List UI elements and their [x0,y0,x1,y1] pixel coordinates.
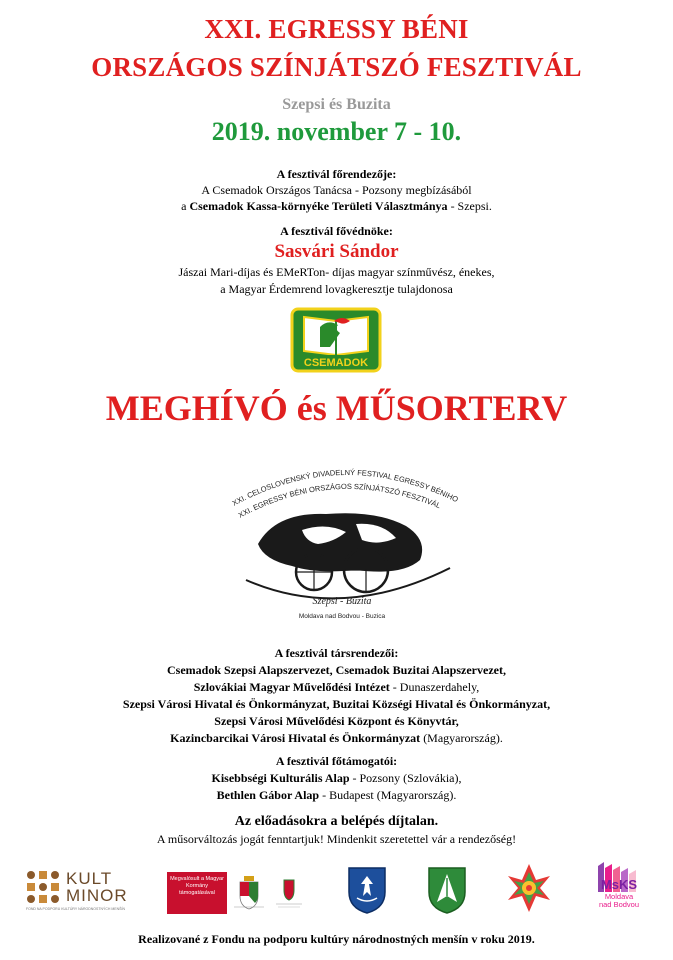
co-organizers-line4: Szepsi Városi Művelődési Központ és Könyvtár, [214,714,459,728]
organizer-line2-post: - Szepsi. [447,199,492,213]
patron-heading: A fesztivál fővédnöke: [280,224,393,238]
patron-desc2: a Magyar Érdemrend lovagkeresztje tulajdonosa [220,282,453,296]
co-organizers-heading: A fesztivál társrendezői: [274,646,399,660]
sponsors-line2-rest: - Budapest (Magyarország). [319,788,457,802]
blue-shield-icon [347,866,387,914]
co-organizers-line2-bold: Szlovákiai Magyar Művelődési Intézet [193,680,390,694]
emblem-arc-text-hu: XXI. EGRESSY BÉNI ORSZÁGOS SZÍNJÁTSZÓ FESZTIVÁL [236,481,442,520]
sponsor-logo-row [0,858,673,918]
footer-funding-note: Realizované z Fondu na podporu kultúry národnostných menšín v roku 2019. [138,932,535,946]
kult-minor-word1: KULT [66,869,113,888]
folk-flower-logo [506,862,552,914]
emblem-arc-text-sk: XXI. CELOSLOVENSKÝ DIVADELNÝ FESTIVAL EGRESSY BÉNIHO [230,467,460,508]
festival-locations: Szepsi és Buzita [282,96,391,113]
msks-title: MsKS [600,877,638,892]
organizer-heading: A fesztivál főrendezője: [276,167,397,181]
co-organizers-line5 [0,731,673,746]
co-organizers-line2-rest: - Dunaszerdahely, [389,680,480,694]
msks-town: Moldava [604,892,634,901]
kult-minor-subtitle: FOND NA PODPORU KULTÚRY NÁRODNOSTNÝCH MENŠÍN [26,907,125,911]
blue-coat-of-arms-logo [347,866,387,914]
patron-desc1: Jászai Mari-díjas és EMeRTon- díjas magyar színművész, énekes, [178,265,495,279]
csemadok-logo-text: CSEMADOK [303,357,369,369]
kult-minor-word2: MINOR [66,886,128,905]
hungary-coat-of-arms-icon [234,876,264,910]
folk-flower-icon [506,862,552,914]
hungarian-coat-of-arms-logo [234,876,264,910]
sponsors-line2 [0,788,673,803]
sponsors-line2-bold: Bethlen Gábor Alap [216,788,320,802]
kult-minor-logo [26,870,141,914]
free-entry-notice: Az előadásokra a belépés díjtalan. [234,814,439,829]
co-organizers-line5-bold: Kazincbarcikai Városi Hivatal és Önkormányzat [170,731,421,745]
sponsors-line1-rest: - Pozsony (Szlovákia), [349,771,462,785]
co-organizers-line3: Szepsi Városi Hivatal és Önkormányzat, Buzitai Községi Hivatal és Önkormányzat, [122,697,551,711]
patron-name: Sasvári Sándor [274,241,399,262]
ministry-emblem-icon [272,876,306,910]
government-support-badge [167,872,227,914]
festival-title-line2: ORSZÁGOS SZÍNJÁTSZÓ FESZTIVÁL [91,52,582,82]
msks-town-suffix: nad Bodvou [598,900,640,909]
kult-minor-grid-icon [26,870,60,904]
sponsors-heading: A fesztivál főtámogatói: [275,754,398,768]
sponsors-line1 [0,771,673,786]
festival-emblem [206,452,478,632]
msks-logo [596,860,642,916]
sponsors-line1-bold: Kisebbségi Kulturális Alap [211,771,350,785]
festival-date: 2019. november 7 - 10. [211,117,462,146]
festival-emblem-artwork [206,452,478,632]
green-shield-icon [427,866,467,914]
main-title: MEGHÍVÓ és MŰSORTERV [105,388,568,428]
co-organizers-line2 [0,680,673,695]
organizer-line1: A Csemadok Országos Tanácsa - Pozsony megbízásából [201,183,472,197]
organizer-line2 [0,199,673,214]
green-coat-of-arms-logo [427,866,467,914]
emblem-place: Szepsi - Buzita [312,596,372,607]
csemadok-logo [290,307,382,373]
co-organizers-line5-rest: (Magyarország). [420,731,503,745]
csemadok-emblem-icon [290,307,382,373]
government-support-text: Megvalósult a Magyar Kormány támogatásával [170,876,224,896]
ministry-logo [272,876,306,910]
organizer-line2-bold: Csemadok Kassa-környéke Területi Választmánya [189,199,448,213]
festival-title-line1: XXI. EGRESSY BÉNI [204,14,469,44]
emblem-place-sk: Moldava nad Bodvou - Buzica [298,613,386,620]
co-organizers-line1: Csemadok Szepsi Alapszervezet, Csemadok Buzitai Alapszervezet, [167,663,506,677]
program-change-notice: A műsorváltozás jogát fenntartjuk! Mindenkit szeretettel vár a rendezőség! [156,832,517,846]
organizer-line2-pre: a [181,199,190,213]
